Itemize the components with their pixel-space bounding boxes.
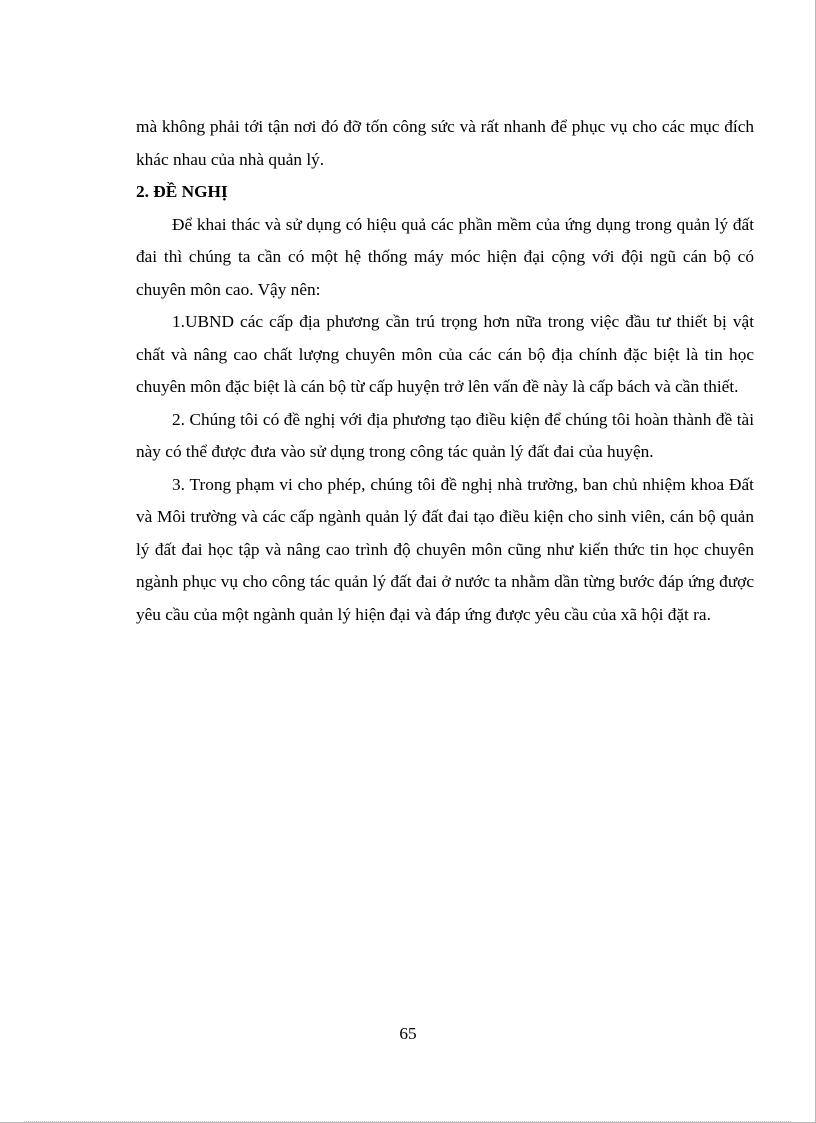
page-bottom-divider: [24, 1121, 791, 1122]
page-body: [136, 111, 754, 631]
recommendation-1-paragraph: 1.UBND các cấp địa phương cần trú trọng hơn nữa trong việc đầu tư thiết bị vật chất và nâng cao chất lượng chuyên môn của các cán bộ địa chính đặc biệt là tin học chuyên môn đặc biệt là cán bộ từ cấp huyện trở lên vấn đề này là cấp bách và cần thiết.: [136, 312, 754, 396]
recommendation-3-paragraph: 3. Trong phạm vi cho phép, chúng tôi đề nghị nhà trường, ban chủ nhiệm khoa Đất và Môi trường và các cấp ngành quản lý đất đai tạo điều kiện cho sinh viên, cán bộ quản lý đất đai học tập và nâng cao trình độ chuyên môn cũng như kiến thức tin học chuyên ngành phục vụ cho công tác quản lý đất đai ở nước ta nhằm dần từng bước đáp ứng được yêu cầu của một ngành quản lý hiện đại và đáp ứng được yêu cầu của xã hội đặt ra.: [136, 474, 754, 624]
page-number: 65: [399, 1024, 417, 1043]
intro-paragraph: Để khai thác và sử dụng có hiệu quả các phần mềm của ứng dụng trong quản lý đất đai thì chúng ta cần có một hệ thống máy móc hiện đại cộng với đội ngũ cán bộ có chuyên môn cao. Vậy nên:: [136, 214, 754, 299]
continuation-paragraph: mà không phải tới tận nơi đó đỡ tốn công sức và rất nhanh để phục vụ cho các mục đích khác nhau của nhà quản lý.: [136, 117, 754, 169]
section-heading: 2. ĐỀ NGHỊ: [136, 182, 228, 201]
recommendation-2-paragraph: 2. Chúng tôi có đề nghị với địa phương tạo điều kiện để chúng tôi hoàn thành đề tài này có thể được đưa vào sử dụng trong công tác quản lý đất đai của huyện.: [136, 409, 754, 461]
